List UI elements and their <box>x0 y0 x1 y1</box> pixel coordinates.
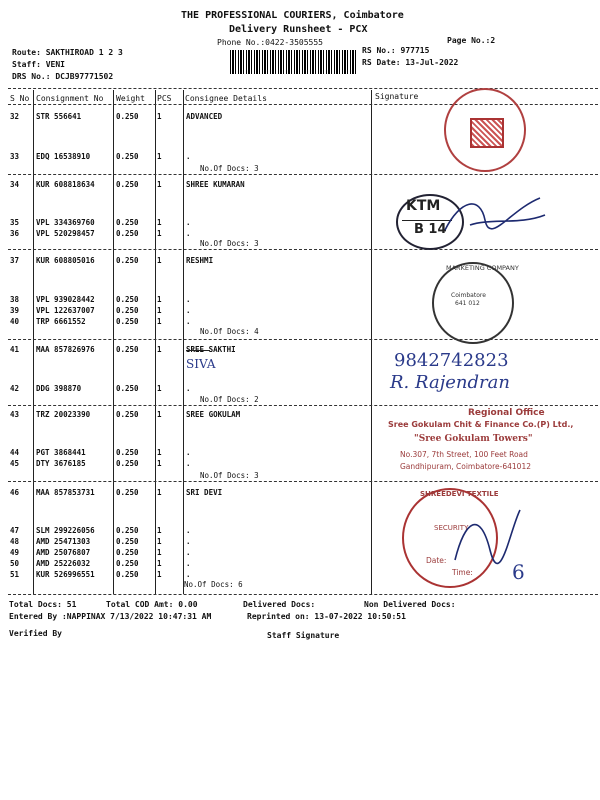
row-detail-dot: . <box>186 152 191 161</box>
row-weight: 0.250 <box>116 570 139 579</box>
col-sno: S No <box>10 94 30 103</box>
row-pcs: 1 <box>157 306 162 315</box>
total-docs: Total Docs: 51 <box>9 600 77 609</box>
row-consignment-no: KUR 608818634 <box>36 180 95 189</box>
row-weight: 0.250 <box>116 317 139 326</box>
row-pcs: 1 <box>157 180 162 189</box>
row-pcs: 1 <box>157 345 162 354</box>
docs-count: No.Of Docs: 3 <box>200 471 259 480</box>
divider <box>8 88 598 89</box>
row-sno: 51 <box>10 570 20 579</box>
row-detail-dot: . <box>186 306 191 315</box>
verified-by: Verified By <box>9 629 62 638</box>
security-text: SECURITY <box>434 524 469 532</box>
ktm-b14: B 14 <box>414 222 447 237</box>
rs-date: RS Date: 13-Jul-2022 <box>362 58 459 67</box>
row-consignee: SREE GOKULAM <box>186 410 241 419</box>
row-weight: 0.250 <box>116 410 139 419</box>
row-pcs: 1 <box>157 317 162 326</box>
seal-emblem <box>470 118 504 148</box>
staff: Staff: VENI <box>12 60 65 69</box>
row-weight: 0.250 <box>116 384 139 393</box>
row-pcs: 1 <box>157 384 162 393</box>
row-detail-dot: . <box>186 459 191 468</box>
row-pcs: 1 <box>157 295 162 304</box>
row-consignment-no: KUR 526996551 <box>36 570 95 579</box>
col-weight: Weight <box>116 94 145 103</box>
row-pcs: 1 <box>157 488 162 497</box>
group-divider <box>8 174 598 175</box>
row-sno: 46 <box>10 488 20 497</box>
divider <box>8 594 598 595</box>
row-consignment-no: DTY 3676185 <box>36 459 86 468</box>
row-weight: 0.250 <box>116 559 139 568</box>
handwritten-phone: 9842742823 <box>394 350 509 371</box>
row-sno: 37 <box>10 256 20 265</box>
address-line-1: No.307, 7th Street, 100 Feet Road <box>400 450 528 459</box>
phone-number: Phone No.:0422-3505555 <box>217 38 323 47</box>
stamp-city: Coimbatore <box>451 292 486 299</box>
column-line <box>113 90 114 594</box>
row-detail-dot: . <box>186 229 191 238</box>
row-consignee: ADVANCED <box>186 112 223 121</box>
row-detail-dot: . <box>186 317 191 326</box>
row-pcs: 1 <box>157 152 162 161</box>
row-consignment-no: DDG 398870 <box>36 384 82 393</box>
row-weight: 0.250 <box>116 218 139 227</box>
address-line-2: Gandhipuram, Coimbatore-641012 <box>400 462 531 471</box>
row-weight: 0.250 <box>116 229 139 238</box>
non-delivered-docs: Non Delivered Docs: <box>364 600 456 609</box>
towers-name: "Sree Gokulam Towers" <box>414 434 533 444</box>
row-weight: 0.250 <box>116 488 139 497</box>
column-line <box>183 90 184 594</box>
group-divider <box>8 405 598 406</box>
row-pcs: 1 <box>157 112 162 121</box>
handwritten-name: R. Rajendran <box>390 372 510 393</box>
row-pcs: 1 <box>157 559 162 568</box>
row-pcs: 1 <box>157 570 162 579</box>
company-name: THE PROFESSIONAL COURIERS, Coimbatore <box>181 10 404 21</box>
column-line <box>33 90 34 594</box>
row-consignment-no: TRZ 20023390 <box>36 410 91 419</box>
row-detail-dot: . <box>186 526 191 535</box>
column-line <box>371 90 372 594</box>
row-weight: 0.250 <box>116 112 139 121</box>
signature-scribble <box>440 190 550 240</box>
delivered-docs: Delivered Docs: <box>243 600 316 609</box>
row-consignment-no: STR 556641 <box>36 112 82 121</box>
date-label: Date: <box>426 556 447 565</box>
row-consignment-no: AMD 25076807 <box>36 548 91 557</box>
group-divider <box>8 339 598 340</box>
column-line <box>155 90 156 594</box>
row-weight: 0.250 <box>116 295 139 304</box>
row-sno: 34 <box>10 180 20 189</box>
row-weight: 0.250 <box>116 548 139 557</box>
row-sno: 35 <box>10 218 20 227</box>
row-consignment-no: PGT 3868441 <box>36 448 86 457</box>
row-weight: 0.250 <box>116 180 139 189</box>
row-sno: 49 <box>10 548 20 557</box>
docs-count: No.Of Docs: 3 <box>200 164 259 173</box>
ktm-text: KTM <box>406 198 441 214</box>
entered-by: Entered By :NAPPINAX 7/13/2022 10:47:31 AM <box>9 612 212 621</box>
row-consignment-no: TRP 6661552 <box>36 317 86 326</box>
strike-line <box>186 350 210 351</box>
row-pcs: 1 <box>157 526 162 535</box>
row-weight: 0.250 <box>116 345 139 354</box>
row-sno: 44 <box>10 448 20 457</box>
row-detail-dot: . <box>186 570 191 579</box>
row-sno: 33 <box>10 152 20 161</box>
page-number: Page No.:2 <box>447 36 496 45</box>
row-weight: 0.250 <box>116 537 139 546</box>
docs-count: No.Of Docs: 6 <box>184 580 243 589</box>
rs-number: RS No.: 977715 <box>362 46 430 55</box>
row-sno: 45 <box>10 459 20 468</box>
route: Route: SAKTHIROAD 1 2 3 <box>12 48 123 57</box>
group-divider <box>8 249 598 250</box>
row-detail-dot: . <box>186 537 191 546</box>
row-consignment-no: SLM 299226056 <box>36 526 95 535</box>
row-consignment-no: VPL 122637007 <box>36 306 95 315</box>
row-detail-dot: . <box>186 559 191 568</box>
textiles-text: SHREEDEVI TEXTILE <box>420 490 499 498</box>
row-detail-dot: . <box>186 218 191 227</box>
row-consignment-no: KUR 608805016 <box>36 256 95 265</box>
row-pcs: 1 <box>157 548 162 557</box>
col-consignee: Consignee Details <box>185 94 267 103</box>
time-label: Time: <box>452 568 473 577</box>
handwritten-siva: SIVA <box>186 357 216 371</box>
row-sno: 50 <box>10 559 20 568</box>
docs-count: No.Of Docs: 3 <box>200 239 259 248</box>
row-weight: 0.250 <box>116 256 139 265</box>
row-pcs: 1 <box>157 459 162 468</box>
row-pcs: 1 <box>157 218 162 227</box>
barcode <box>230 50 356 74</box>
doc-title: Delivery Runsheet - PCX <box>229 24 368 35</box>
row-sno: 32 <box>10 112 20 121</box>
row-detail-dot: . <box>186 295 191 304</box>
row-sno: 38 <box>10 295 20 304</box>
row-consignment-no: MAA 857853731 <box>36 488 95 497</box>
row-weight: 0.250 <box>116 306 139 315</box>
row-weight: 0.250 <box>116 152 139 161</box>
row-sno: 42 <box>10 384 20 393</box>
row-consignment-no: VPL 520298457 <box>36 229 95 238</box>
handwritten-six: 6 <box>512 560 525 584</box>
row-sno: 39 <box>10 306 20 315</box>
col-signature: Signature <box>375 92 419 101</box>
row-detail-dot: . <box>186 384 191 393</box>
row-weight: 0.250 <box>116 448 139 457</box>
row-sno: 43 <box>10 410 20 419</box>
reprinted-on: Reprinted on: 13-07-2022 10:50:51 <box>247 612 406 621</box>
row-consignment-no: AMD 25471303 <box>36 537 91 546</box>
total-cod: Total COD Amt: 0.00 <box>106 600 198 609</box>
stamp-pin: 641 012 <box>455 300 480 307</box>
row-sno: 47 <box>10 526 20 535</box>
row-pcs: 1 <box>157 537 162 546</box>
row-consignment-no: MAA 857826976 <box>36 345 95 354</box>
row-pcs: 1 <box>157 229 162 238</box>
row-consignee: SRI DEVI <box>186 488 223 497</box>
col-consignment: Consignment No <box>36 94 104 103</box>
row-weight: 0.250 <box>116 526 139 535</box>
docs-count: No.Of Docs: 2 <box>200 395 259 404</box>
row-sno: 41 <box>10 345 20 354</box>
drs-number: DRS No.: DCJB97771502 <box>12 72 114 81</box>
docs-count: No.Of Docs: 4 <box>200 327 259 336</box>
row-sno: 40 <box>10 317 20 326</box>
row-pcs: 1 <box>157 448 162 457</box>
regional-office: Regional Office <box>468 408 545 418</box>
group-divider <box>8 481 598 482</box>
staff-signature: Staff Signature <box>267 631 340 640</box>
col-pcs: PCS <box>157 94 172 103</box>
row-detail-dot: . <box>186 448 191 457</box>
row-consignment-no: EDQ 16538910 <box>36 152 91 161</box>
row-consignee: SREE SAKTHI <box>186 345 236 354</box>
row-consignment-no: AMD 25226032 <box>36 559 91 568</box>
chit-fund-name: Sree Gokulam Chit & Finance Co.(P) Ltd., <box>388 420 574 429</box>
row-consignee: SHREE KUMARAN <box>186 180 245 189</box>
row-sno: 48 <box>10 537 20 546</box>
row-weight: 0.250 <box>116 459 139 468</box>
row-sno: 36 <box>10 229 20 238</box>
row-consignee: RESHMI <box>186 256 214 265</box>
marketing-text: MARKETING COMPANY <box>446 264 519 272</box>
row-detail-dot: . <box>186 548 191 557</box>
row-consignment-no: VPL 939028442 <box>36 295 95 304</box>
row-pcs: 1 <box>157 410 162 419</box>
row-pcs: 1 <box>157 256 162 265</box>
row-consignment-no: VPL 334369760 <box>36 218 95 227</box>
